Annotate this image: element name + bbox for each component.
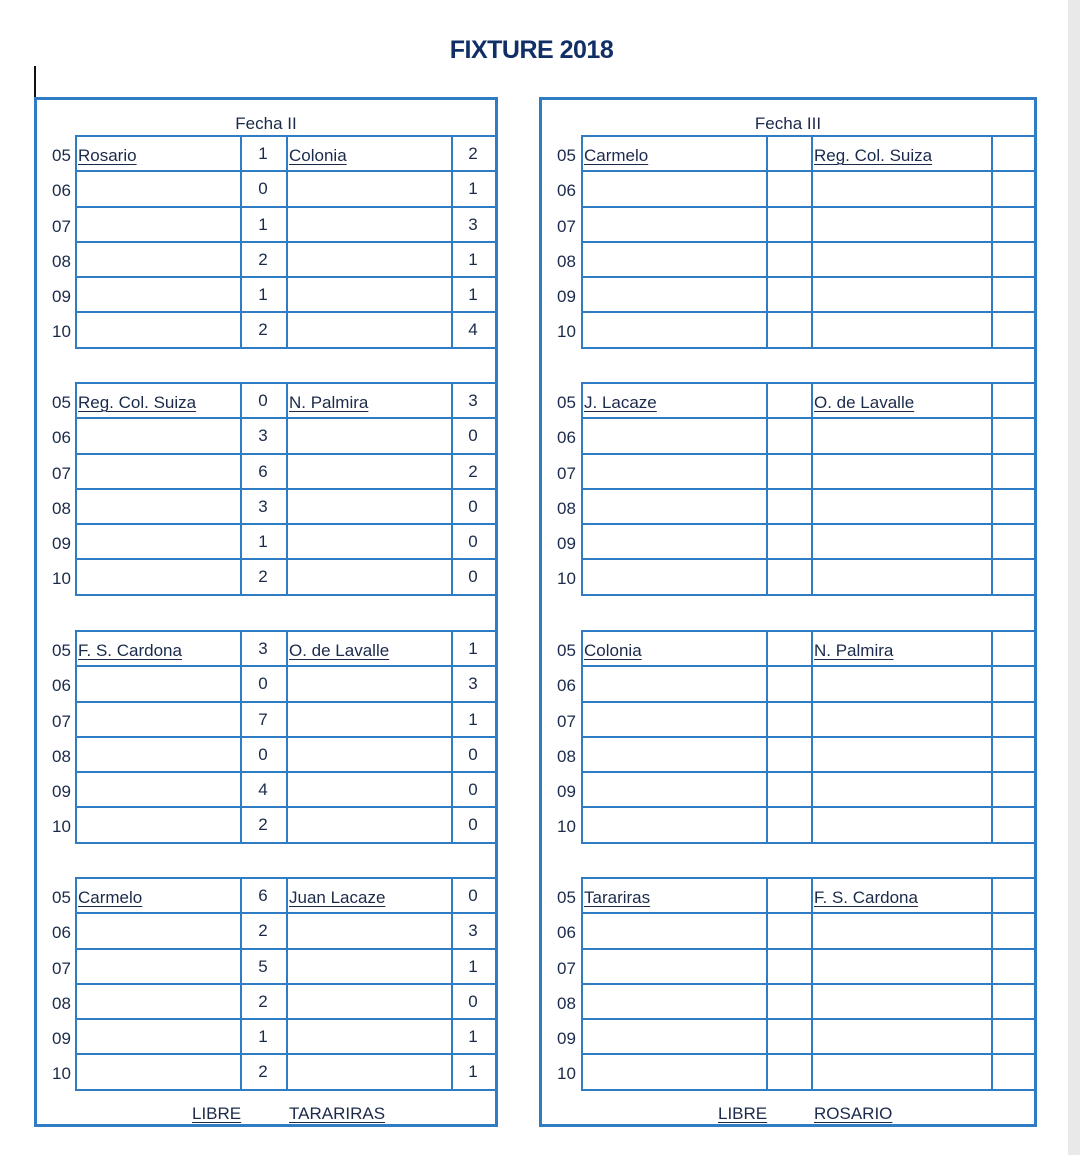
grid-line <box>581 665 1035 667</box>
grid-line <box>75 736 495 738</box>
grid-line <box>75 630 77 842</box>
category-label: 10 <box>52 569 71 588</box>
grid-line <box>75 842 495 844</box>
away-score: 1 <box>468 1062 478 1081</box>
category-label: 09 <box>52 782 71 801</box>
grid-line <box>811 135 813 347</box>
away-team: Juan Lacaze <box>289 888 386 907</box>
grid-line <box>581 241 1035 243</box>
home-score: 7 <box>258 710 268 729</box>
grid-line <box>495 135 497 347</box>
home-score: 0 <box>258 674 268 693</box>
home-team: F. S. Cardona <box>78 641 182 660</box>
grid-line <box>451 630 453 842</box>
grid-line <box>991 135 993 347</box>
category-label: 09 <box>557 1029 576 1048</box>
category-label: 07 <box>557 959 576 978</box>
grid-line <box>286 382 288 594</box>
home-score: 0 <box>258 179 268 198</box>
home-score: 6 <box>258 886 268 905</box>
grid-line <box>581 771 1035 773</box>
grid-line <box>75 983 495 985</box>
home-score: 3 <box>258 639 268 658</box>
category-label: 07 <box>52 464 71 483</box>
away-score: 0 <box>468 745 478 764</box>
grid-line <box>581 630 583 842</box>
page-title: FIXTURE 2018 <box>449 36 614 64</box>
away-score: 0 <box>468 886 478 905</box>
grid-line <box>75 170 495 172</box>
away-score: 0 <box>468 426 478 445</box>
away-score: 3 <box>468 921 478 940</box>
grid-line <box>75 206 495 208</box>
category-label: 08 <box>52 499 71 518</box>
away-team: F. S. Cardona <box>814 888 918 907</box>
grid-line <box>581 594 1035 596</box>
category-label: 06 <box>557 676 576 695</box>
category-label: 06 <box>52 923 71 942</box>
grid-line <box>451 877 453 1089</box>
grid-line <box>75 948 495 950</box>
grid-line <box>75 665 495 667</box>
home-team: Reg. Col. Suiza <box>78 393 197 412</box>
grid-line <box>581 1018 1035 1020</box>
away-score: 1 <box>468 250 478 269</box>
away-team: N. Palmira <box>289 393 369 412</box>
fixture-panel <box>539 97 1037 1127</box>
category-label: 10 <box>557 322 576 341</box>
home-score: 3 <box>258 426 268 445</box>
grid-line <box>581 382 1035 384</box>
grid-line <box>581 912 1035 914</box>
category-label: 05 <box>52 393 71 412</box>
grid-line <box>581 630 1035 632</box>
home-team: J. Lacaze <box>584 393 657 412</box>
away-score: 3 <box>468 391 478 410</box>
away-team: Colonia <box>289 146 347 165</box>
category-label: 09 <box>52 287 71 306</box>
grid-line <box>766 630 768 842</box>
grid-line <box>75 347 495 349</box>
grid-line <box>991 630 993 842</box>
home-score: 2 <box>258 250 268 269</box>
grid-line <box>766 382 768 594</box>
grid-line <box>581 877 583 1089</box>
grid-line <box>581 135 1035 137</box>
grid-line <box>75 630 495 632</box>
home-score: 2 <box>258 567 268 586</box>
text-cursor <box>34 66 36 100</box>
category-label: 06 <box>557 428 576 447</box>
grid-line <box>991 382 993 594</box>
right-edge-strip <box>1068 0 1080 1155</box>
category-label: 07 <box>557 217 576 236</box>
category-label: 08 <box>557 499 576 518</box>
away-score: 4 <box>468 320 478 339</box>
away-score: 3 <box>468 674 478 693</box>
grid-line <box>581 347 1035 349</box>
away-score: 0 <box>468 532 478 551</box>
category-label: 08 <box>52 994 71 1013</box>
grid-line <box>75 701 495 703</box>
category-label: 05 <box>52 146 71 165</box>
away-score: 1 <box>468 639 478 658</box>
grid-line <box>581 1089 1035 1091</box>
away-score: 3 <box>468 215 478 234</box>
bye-team: TARARIRAS <box>289 1104 386 1123</box>
category-label: 10 <box>557 569 576 588</box>
category-label: 08 <box>557 747 576 766</box>
away-score: 0 <box>468 497 478 516</box>
grid-line <box>75 241 495 243</box>
grid-line <box>75 877 77 1089</box>
category-label: 05 <box>52 641 71 660</box>
grid-line <box>581 382 583 594</box>
category-label: 08 <box>52 252 71 271</box>
grid-line <box>581 948 1035 950</box>
grid-line <box>811 382 813 594</box>
grid-line <box>581 135 583 347</box>
grid-line <box>581 206 1035 208</box>
home-score: 4 <box>258 780 268 799</box>
home-score: 1 <box>258 215 268 234</box>
grid-line <box>451 382 453 594</box>
grid-line <box>75 877 495 879</box>
category-label: 06 <box>52 676 71 695</box>
grid-line <box>811 877 813 1089</box>
away-team: Reg. Col. Suiza <box>814 146 933 165</box>
home-team: Tarariras <box>584 888 651 907</box>
grid-line <box>240 382 242 594</box>
category-label: 10 <box>52 817 71 836</box>
away-score: 0 <box>468 815 478 834</box>
away-score: 1 <box>468 710 478 729</box>
grid-line <box>766 135 768 347</box>
away-score: 1 <box>468 957 478 976</box>
grid-line <box>75 417 495 419</box>
category-label: 07 <box>557 464 576 483</box>
category-label: 09 <box>52 1029 71 1048</box>
home-score: 2 <box>258 921 268 940</box>
grid-line <box>75 771 495 773</box>
category-label: 09 <box>557 287 576 306</box>
grid-line <box>581 311 1035 313</box>
grid-line <box>581 806 1035 808</box>
grid-line <box>75 1018 495 1020</box>
grid-line <box>75 135 495 137</box>
home-score: 6 <box>258 462 268 481</box>
grid-line <box>495 382 497 594</box>
category-label: 06 <box>557 181 576 200</box>
away-score: 1 <box>468 1027 478 1046</box>
category-label: 09 <box>557 534 576 553</box>
category-label: 09 <box>52 534 71 553</box>
category-label: 05 <box>557 393 576 412</box>
grid-line <box>581 558 1035 560</box>
away-score: 0 <box>468 992 478 1011</box>
home-team: Rosario <box>78 146 137 165</box>
grid-line <box>581 701 1035 703</box>
category-label: 07 <box>557 712 576 731</box>
home-team: Carmelo <box>78 888 143 907</box>
grid-line <box>581 276 1035 278</box>
away-score: 0 <box>468 567 478 586</box>
home-team: Colonia <box>584 641 642 660</box>
grid-line <box>581 736 1035 738</box>
category-label: 05 <box>557 146 576 165</box>
home-score: 1 <box>258 1027 268 1046</box>
grid-line <box>75 488 495 490</box>
grid-line <box>581 417 1035 419</box>
grid-line <box>75 276 495 278</box>
grid-line <box>240 877 242 1089</box>
grid-line <box>75 453 495 455</box>
grid-line <box>581 842 1035 844</box>
category-label: 08 <box>557 994 576 1013</box>
category-label: 10 <box>52 322 71 341</box>
home-score: 0 <box>258 391 268 410</box>
grid-line <box>75 523 495 525</box>
category-label: 10 <box>557 817 576 836</box>
home-score: 2 <box>258 992 268 1011</box>
home-team: Carmelo <box>584 146 649 165</box>
category-label: 07 <box>52 959 71 978</box>
home-score: 1 <box>258 144 268 163</box>
grid-line <box>75 558 495 560</box>
grid-line <box>75 1089 495 1091</box>
grid-line <box>75 1053 495 1055</box>
category-label: 06 <box>557 923 576 942</box>
category-label: 05 <box>52 888 71 907</box>
category-label: 08 <box>52 747 71 766</box>
grid-line <box>766 877 768 1089</box>
grid-line <box>286 135 288 347</box>
grid-line <box>75 382 77 594</box>
grid-line <box>75 594 495 596</box>
away-team: O. de Lavalle <box>814 393 915 412</box>
category-label: 07 <box>52 712 71 731</box>
home-score: 2 <box>258 815 268 834</box>
grid-line <box>240 630 242 842</box>
grid-line <box>75 912 495 914</box>
category-label: 08 <box>557 252 576 271</box>
home-score: 2 <box>258 1062 268 1081</box>
bye-label: LIBRE <box>718 1104 768 1123</box>
home-score: 3 <box>258 497 268 516</box>
away-score: 1 <box>468 285 478 304</box>
home-score: 1 <box>258 532 268 551</box>
home-score: 0 <box>258 745 268 764</box>
grid-line <box>286 630 288 842</box>
away-score: 2 <box>468 462 478 481</box>
bye-team: ROSARIO <box>814 1104 893 1123</box>
grid-line <box>286 877 288 1089</box>
grid-line <box>495 877 497 1089</box>
grid-line <box>811 630 813 842</box>
grid-line <box>75 806 495 808</box>
grid-line <box>581 170 1035 172</box>
grid-line <box>991 877 993 1089</box>
category-label: 05 <box>557 888 576 907</box>
home-score: 1 <box>258 285 268 304</box>
category-label: 09 <box>557 782 576 801</box>
away-score: 1 <box>468 179 478 198</box>
away-team: O. de Lavalle <box>289 641 390 660</box>
grid-line <box>75 135 77 347</box>
home-score: 2 <box>258 320 268 339</box>
grid-line <box>75 382 495 384</box>
grid-line <box>581 523 1035 525</box>
category-label: 06 <box>52 181 71 200</box>
grid-line <box>581 453 1035 455</box>
grid-line <box>451 135 453 347</box>
category-label: 10 <box>557 1064 576 1083</box>
away-score: 0 <box>468 780 478 799</box>
bye-label: LIBRE <box>192 1104 242 1123</box>
grid-line <box>581 877 1035 879</box>
category-label: 06 <box>52 428 71 447</box>
grid-line <box>495 630 497 842</box>
category-label: 10 <box>52 1064 71 1083</box>
panel-heading: Fecha II <box>235 114 297 133</box>
grid-line <box>581 983 1035 985</box>
category-label: 07 <box>52 217 71 236</box>
home-score: 5 <box>258 957 268 976</box>
grid-line <box>581 1053 1035 1055</box>
away-score: 2 <box>468 144 478 163</box>
panel-heading: Fecha III <box>754 114 822 133</box>
grid-line <box>75 311 495 313</box>
away-team: N. Palmira <box>814 641 894 660</box>
grid-line <box>240 135 242 347</box>
category-label: 05 <box>557 641 576 660</box>
grid-line <box>581 488 1035 490</box>
